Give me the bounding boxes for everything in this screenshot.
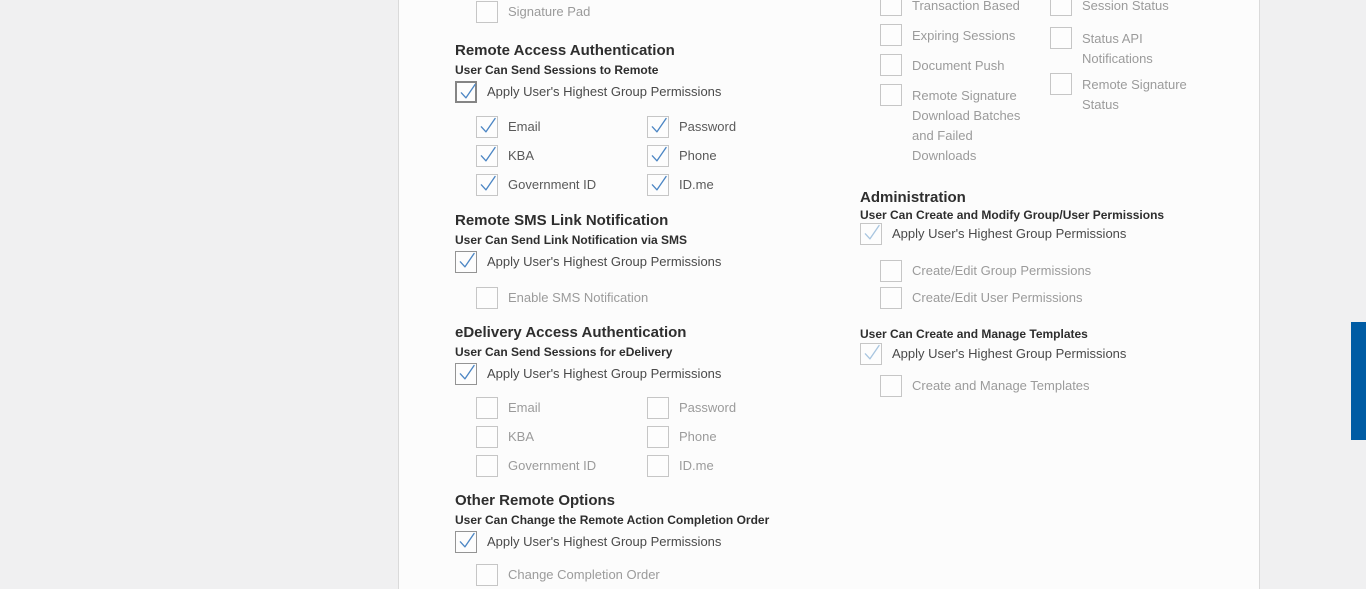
auth-method-grid bbox=[476, 116, 847, 196]
auth-method-row bbox=[647, 174, 847, 196]
option-row bbox=[880, 375, 1266, 397]
notification-col-2 bbox=[1050, 0, 1220, 174]
apply-permissions-row bbox=[455, 251, 847, 273]
notification-row bbox=[880, 54, 1050, 76]
notification-row bbox=[880, 24, 1050, 46]
side-accent-tab[interactable] bbox=[1351, 322, 1366, 440]
checkbox-expiring-sessions[interactable] bbox=[880, 24, 902, 46]
section-subtitle: User Can Send Sessions to Remote bbox=[455, 63, 659, 77]
checkbox-label: Document Push bbox=[912, 58, 1005, 73]
checkbox-idme[interactable] bbox=[647, 455, 669, 477]
section-title-remote-sms-link-notification: Remote SMS Link Notification bbox=[455, 212, 669, 229]
auth-method-row bbox=[476, 426, 647, 448]
section-title-administration: Administration bbox=[860, 189, 966, 206]
checkbox-label: Phone bbox=[679, 148, 717, 163]
checkbox-remote-signature-download-batches[interactable] bbox=[880, 84, 902, 106]
checkbox-label: Phone bbox=[679, 429, 717, 444]
notification-row bbox=[1050, 73, 1220, 115]
checkbox-apply-highest-group-permissions[interactable] bbox=[455, 251, 477, 273]
checkbox-phone[interactable] bbox=[647, 145, 669, 167]
checkbox-label: Government ID bbox=[508, 177, 597, 192]
checkbox-label: Expiring Sessions bbox=[912, 28, 1016, 43]
checkbox-label: Transaction Based bbox=[912, 0, 1020, 13]
checkbox-signature-pad[interactable] bbox=[476, 1, 498, 23]
checkbox-label: Apply User's Highest Group Permissions bbox=[892, 346, 1127, 361]
auth-method-row bbox=[647, 397, 847, 419]
checkbox-label: KBA bbox=[508, 148, 535, 163]
checkbox-change-completion-order[interactable] bbox=[476, 564, 498, 586]
section-subtitle: User Can Change the Remote Action Completion Order bbox=[455, 513, 770, 527]
option-row bbox=[880, 260, 1266, 282]
checkbox-document-push[interactable] bbox=[880, 54, 902, 76]
apply-permissions-row bbox=[860, 223, 1266, 245]
checkbox-label: Apply User's Highest Group Permissions bbox=[487, 366, 722, 381]
checkbox-label: Create/Edit User Permissions bbox=[912, 290, 1083, 305]
checkbox-label: Government ID bbox=[508, 458, 597, 473]
checkbox-label: Remote Signature Status bbox=[1082, 77, 1187, 112]
notification-row bbox=[880, 0, 1050, 16]
checkbox-session-status[interactable] bbox=[1050, 0, 1072, 16]
auth-method-grid bbox=[476, 397, 847, 477]
section-title-other-remote-options: Other Remote Options bbox=[455, 492, 616, 509]
apply-permissions-row bbox=[455, 531, 847, 553]
checkbox-transaction-based[interactable] bbox=[880, 0, 902, 16]
left-permissions-column bbox=[455, 0, 847, 586]
checkbox-idme[interactable] bbox=[647, 174, 669, 196]
checkbox-kba[interactable] bbox=[476, 426, 498, 448]
checkbox-label: Email bbox=[508, 400, 541, 415]
checkbox-label: Apply User's Highest Group Permissions bbox=[487, 534, 722, 549]
section-subtitle: User Can Send Link Notification via SMS bbox=[455, 233, 688, 247]
checkbox-create-edit-user-permissions[interactable] bbox=[880, 287, 902, 309]
auth-method-row bbox=[647, 455, 847, 477]
checkbox-label: Session Status bbox=[1082, 0, 1169, 13]
checkbox-label: Create and Manage Templates bbox=[912, 378, 1090, 393]
checkbox-status-api-notifications[interactable] bbox=[1050, 27, 1072, 49]
auth-method-row bbox=[476, 455, 647, 477]
section-title-edelivery-access-authentication: eDelivery Access Authentication bbox=[455, 324, 687, 341]
checkbox-label: Change Completion Order bbox=[508, 567, 660, 582]
notification-col-1 bbox=[880, 0, 1050, 174]
checkbox-label: Enable SMS Notification bbox=[508, 290, 649, 305]
apply-permissions-row bbox=[860, 343, 1266, 365]
checkbox-apply-highest-group-permissions[interactable] bbox=[860, 343, 882, 365]
auth-method-row bbox=[647, 145, 847, 167]
checkbox-email[interactable] bbox=[476, 397, 498, 419]
checkbox-apply-highest-group-permissions[interactable] bbox=[455, 531, 477, 553]
auth-method-row bbox=[476, 397, 647, 419]
checkbox-create-edit-group-permissions[interactable] bbox=[880, 260, 902, 282]
checkbox-label: Password bbox=[679, 119, 737, 134]
checkbox-password[interactable] bbox=[647, 397, 669, 419]
checkbox-label: Apply User's Highest Group Permissions bbox=[487, 254, 722, 269]
checkbox-label: ID.me bbox=[679, 458, 714, 473]
checkbox-label: ID.me bbox=[679, 177, 714, 192]
checkbox-label: Remote Signature Download Batches and Failed Downloads bbox=[912, 88, 1021, 163]
checkbox-label: Email bbox=[508, 119, 541, 134]
checkbox-label: Signature Pad bbox=[508, 4, 591, 19]
section-title-remote-access-authentication: Remote Access Authentication bbox=[455, 42, 675, 59]
section-subtitle: User Can Send Sessions for eDelivery bbox=[455, 345, 673, 359]
checkbox-apply-highest-group-permissions[interactable] bbox=[860, 223, 882, 245]
checkbox-government-id[interactable] bbox=[476, 174, 498, 196]
checkbox-email[interactable] bbox=[476, 116, 498, 138]
section-subtitle: User Can Create and Modify Group/User Permissions bbox=[860, 208, 1165, 222]
notification-row bbox=[1050, 27, 1220, 69]
apply-permissions-row bbox=[455, 81, 847, 103]
checkbox-label: Create/Edit Group Permissions bbox=[912, 263, 1092, 278]
auth-method-row bbox=[476, 116, 647, 138]
apply-permissions-row bbox=[455, 363, 847, 385]
checkbox-phone[interactable] bbox=[647, 426, 669, 448]
checkbox-label: Apply User's Highest Group Permissions bbox=[892, 226, 1127, 241]
auth-method-row bbox=[476, 145, 647, 167]
checkbox-apply-highest-group-permissions[interactable] bbox=[455, 363, 477, 385]
right-permissions-column bbox=[860, 0, 1266, 397]
option-row bbox=[476, 287, 847, 309]
auth-method-row bbox=[476, 174, 647, 196]
checkbox-label: Apply User's Highest Group Permissions bbox=[487, 84, 722, 99]
checkbox-password[interactable] bbox=[647, 116, 669, 138]
section-subtitle: User Can Create and Manage Templates bbox=[860, 327, 1088, 341]
option-row bbox=[880, 287, 1266, 309]
signature-pad-row bbox=[476, 1, 847, 23]
notification-row bbox=[1050, 0, 1220, 16]
checkbox-enable-sms-notification[interactable] bbox=[476, 287, 498, 309]
auth-method-row bbox=[647, 426, 847, 448]
checkbox-government-id[interactable] bbox=[476, 455, 498, 477]
checkbox-apply-highest-group-permissions[interactable] bbox=[455, 81, 477, 103]
checkbox-create-and-manage-templates[interactable] bbox=[880, 375, 902, 397]
option-row bbox=[476, 564, 847, 586]
notification-options-grid bbox=[880, 0, 1266, 174]
checkbox-label: Password bbox=[679, 400, 737, 415]
checkbox-label: KBA bbox=[508, 429, 535, 444]
notification-row bbox=[880, 84, 1050, 166]
checkbox-remote-signature-status[interactable] bbox=[1050, 73, 1072, 95]
checkbox-label: Status API Notifications bbox=[1082, 31, 1153, 66]
auth-method-row bbox=[647, 116, 847, 138]
checkbox-kba[interactable] bbox=[476, 145, 498, 167]
